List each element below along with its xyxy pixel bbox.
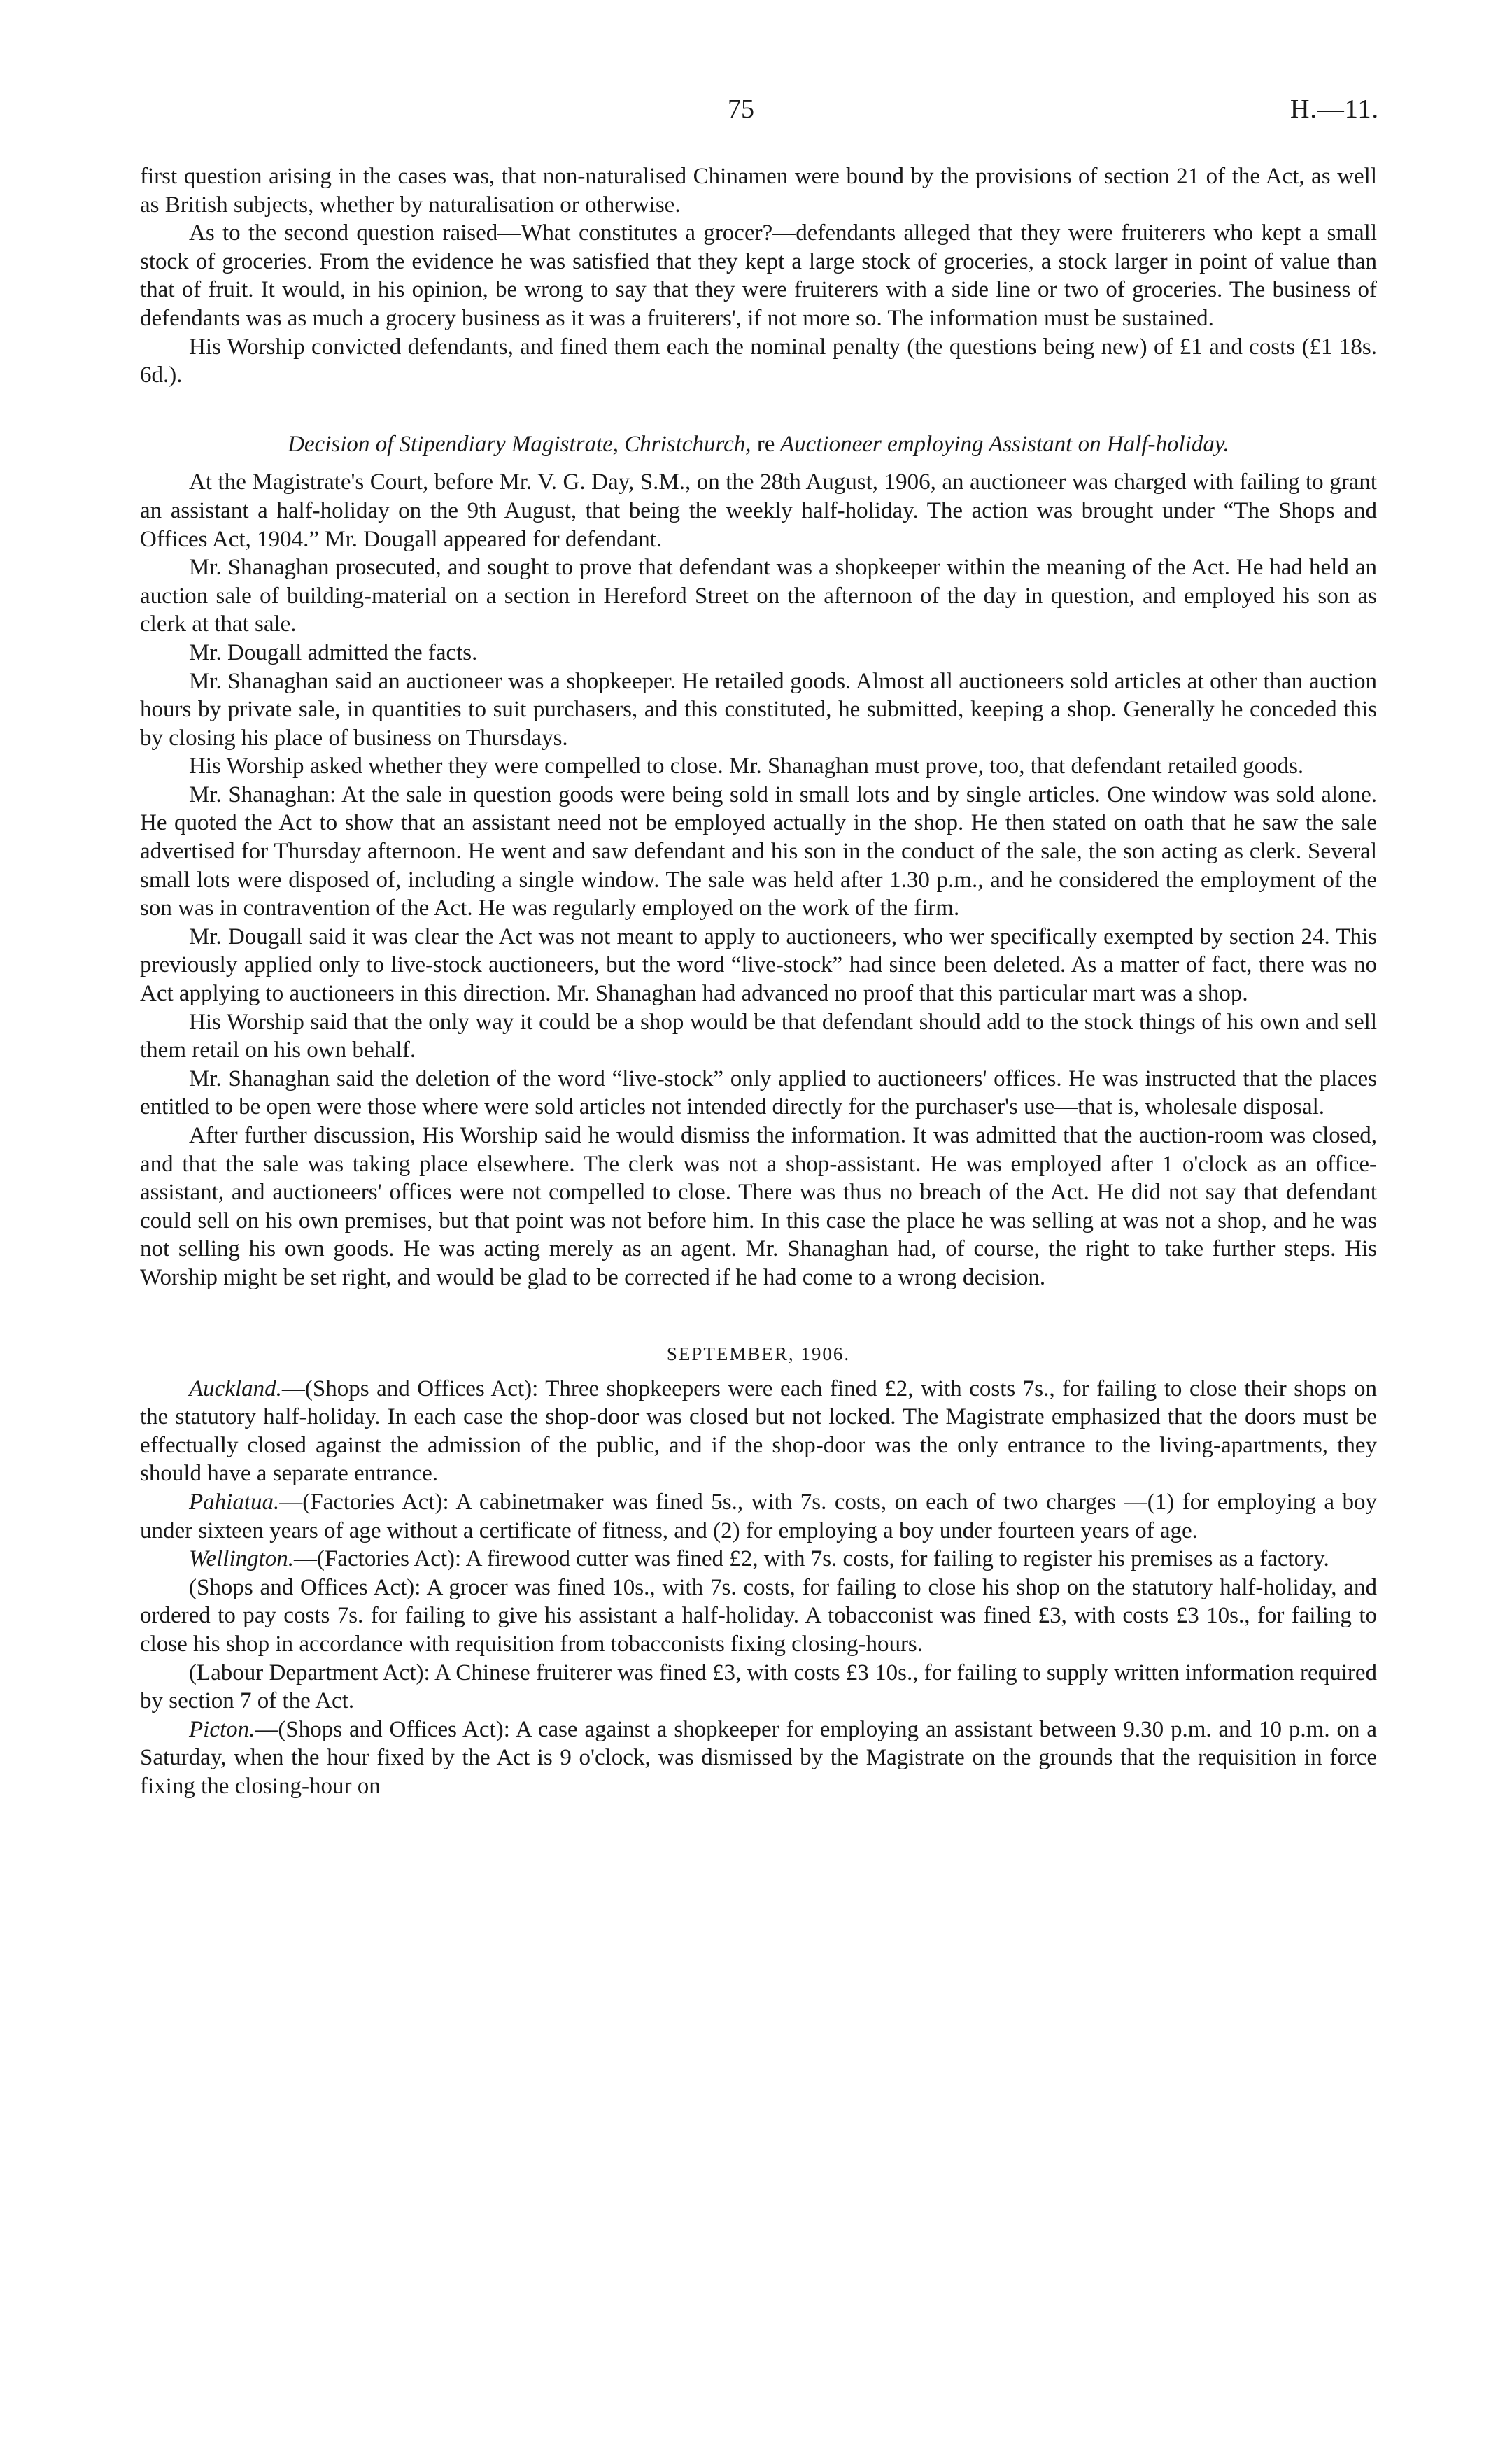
entry-place: Wellington. bbox=[189, 1546, 295, 1572]
entry-text: —(Factories Act): A firewood cutter was fined £2, with 7s. costs, for failing to register his premises as a factory. bbox=[294, 1546, 1329, 1572]
paragraph: As to the second question raised—What constitutes a grocer?—defendants alleged that they were fruiterers who kept a small stock of groceries. From the evidence he was satisfied that they kept a large stock of groceries, a stock larger in point of value than that of fruit. It would, in his opinion, be wrong to say that they were fruiterers with a side line or two of groceries. The business of defendants was as much a grocery business as it was a fruiterers', if not more so. The information must be sustained. bbox=[140, 220, 1377, 331]
paragraph: first question arising in the cases was, that non-naturalised Chinamen were bound by the provisions of section 21 of the Act, as well as British subjects, whether by naturalisation or otherwise. bbox=[140, 164, 1377, 218]
paragraph: After further discussion, His Worship said he would dismiss the information. It was admitted that the auction-room was closed, and that the sale was taking place elsewhere. The clerk was not a shop-assistant. He was employed after 1 o'clock as an office-assistant, and auctioneers' offices were not compelled to close. There was thus no breach of the Act. He did not say that defendant could sell on his own premises, but that point was not before him. In this case the place he was selling at was not a shop, and he was not selling his own goods. He was acting merely as an agent. Mr. Shanaghan had, of course, the right to take further steps. His Worship might be set right, and would be glad to be corrected if he had come to a wrong decision. bbox=[140, 1123, 1377, 1290]
month-heading: SEPTEMBER, 1906. bbox=[666, 1343, 851, 1364]
entry-wellington bbox=[140, 1545, 1377, 1574]
entry-text: —(Shops and Offices Act): A case against a shopkeeper for employing an assistant between 9.30 p.m. and 10 p.m. on a Saturday, when the hour fixed by the Act is 9 o'clock, was dismissed by the Magistrate on the grounds that the requisition in force fixing the closing-hour on bbox=[140, 1716, 1377, 1799]
entry-text: —(Shops and Offices Act): Three shopkeepers were each fined £2, with costs 7s., for failing to close their shops on the statutory half-holiday. In each case the shop-door was closed but not locked. The Magistrate emphasized that the doors must be effectually closed against the admission of the public, and if the shop-door was the only entrance to the living-apartments, they should have a separate entrance. bbox=[140, 1376, 1377, 1487]
entry-text: —(Factories Act): A cabinetmaker was fined 5s., with 7s. costs, on each of two charges —(1) for employing a boy under sixteen years of age without a certificate of fitness, and (2) for employing a boy under fourteen years of age. bbox=[140, 1489, 1377, 1543]
entry-text: (Labour Department Act): A Chinese fruiterer was fined £3, with costs £3 10s., for failing to supply written information required by section 7 of the Act. bbox=[140, 1660, 1377, 1714]
page-header bbox=[0, 88, 1512, 130]
paragraph: His Worship convicted defendants, and fined them each the nominal penalty (the questions being new) of £1 and costs (£1 18s. 6d.). bbox=[140, 334, 1377, 388]
paragraph: Mr. Dougall admitted the facts. bbox=[189, 639, 478, 665]
entry-pahiatua bbox=[140, 1488, 1377, 1545]
entry-place: Auckland. bbox=[189, 1376, 282, 1401]
entry-place: Pahiatua. bbox=[189, 1489, 280, 1515]
decision-heading-title: Decision of Stipendiary Magistrate, Christchurch, bbox=[288, 431, 751, 457]
paragraph: His Worship said that the only way it could be a shop would be that defendant should add to the stock things of his own and sell them retail on his own behalf. bbox=[140, 1009, 1377, 1063]
paragraph: His Worship asked whether they were compelled to close. Mr. Shanaghan must prove, too, that defendant retailed goods. bbox=[189, 754, 1304, 779]
paragraph: Mr. Shanaghan said the deletion of the word “live-stock” only applied to auctioneers' offices. He was instructed that the places entitled to be open were those where were sold articles not intended directly for the purchaser's use—that is, wholesale disposal. bbox=[140, 1066, 1377, 1120]
paragraph: Mr. Dougall said it was clear the Act was not meant to apply to auctioneers, who wer specifically exempted by section 24. This previously applied only to live-stock auctioneers, but the word “live-stock” had since been deleted. As a matter of fact, there was no Act applying to auctioneers in this direction. Mr. Shanaghan had advanced no proof that this particular mart was a shop. bbox=[140, 924, 1377, 1007]
decision-heading bbox=[140, 430, 1377, 459]
entry-wellington-shops bbox=[140, 1574, 1377, 1659]
entry-picton bbox=[140, 1716, 1377, 1801]
paragraph: Mr. Shanaghan prosecuted, and sought to prove that defendant was a shopkeeper within the meaning of the Act. He had held an auction sale of building-material on a section in Hereford Street on the afternoon of the day in question, and employed his son as clerk at that sale. bbox=[140, 555, 1377, 637]
paragraph: At the Magistrate's Court, before Mr. V. G. Day, S.M., on the 28th August, 1906, an auctioneer was charged with failing to grant an assistant a half-holiday on the 9th August, that being the weekly half-holiday. The action was brought under “The Shops and Offices Act, 1904.” Mr. Dougall appeared for defendant. bbox=[140, 469, 1377, 552]
paragraph: Mr. Shanaghan said an auctioneer was a shopkeeper. He retailed goods. Almost all auctioneers sold articles at other than auction hours by private sale, in quantities to suit purchasers, and this constituted, he submitted, keeping a shop. Generally he conceded this by closing his place of business on Thursdays. bbox=[140, 668, 1377, 751]
paragraph: Mr. Shanaghan: At the sale in question goods were being sold in small lots and by single articles. One window was sold alone. He quoted the Act to show that an assistant need not be employed actually in the shop. He then stated on oath that he saw the sale advertised for Thursday afternoon. He went and saw defendant and his son in the conduct of the sale, the son acting as clerk. Several small lots were disposed of, including a single window. The sale was held after 1.30 p.m., and he considered the employment of the son was in contravention of the Act. He was regularly employed on the work of the firm. bbox=[140, 782, 1377, 921]
entry-wellington-labour bbox=[140, 1659, 1377, 1716]
decision-heading-re: re bbox=[756, 431, 775, 457]
entry-auckland bbox=[140, 1375, 1377, 1488]
document-reference: H.—11. bbox=[1290, 94, 1379, 124]
page-number: 75 bbox=[728, 94, 754, 124]
entry-text: (Shops and Offices Act): A grocer was fined 10s., with 7s. costs, for failing to close his shop on the statutory half-holiday, and ordered to pay costs 7s. for failing to give his assistant a half-holiday. A tobacconist was fined £3, with costs £3 10s., for failing to close his shop in accordance with requisition from tobacconists fixing closing-hours. bbox=[140, 1574, 1377, 1657]
decision-heading-subject: Auctioneer employing Assistant on Half-holiday. bbox=[780, 431, 1229, 457]
page-body bbox=[140, 162, 1377, 1800]
entry-place: Picton. bbox=[189, 1716, 255, 1742]
